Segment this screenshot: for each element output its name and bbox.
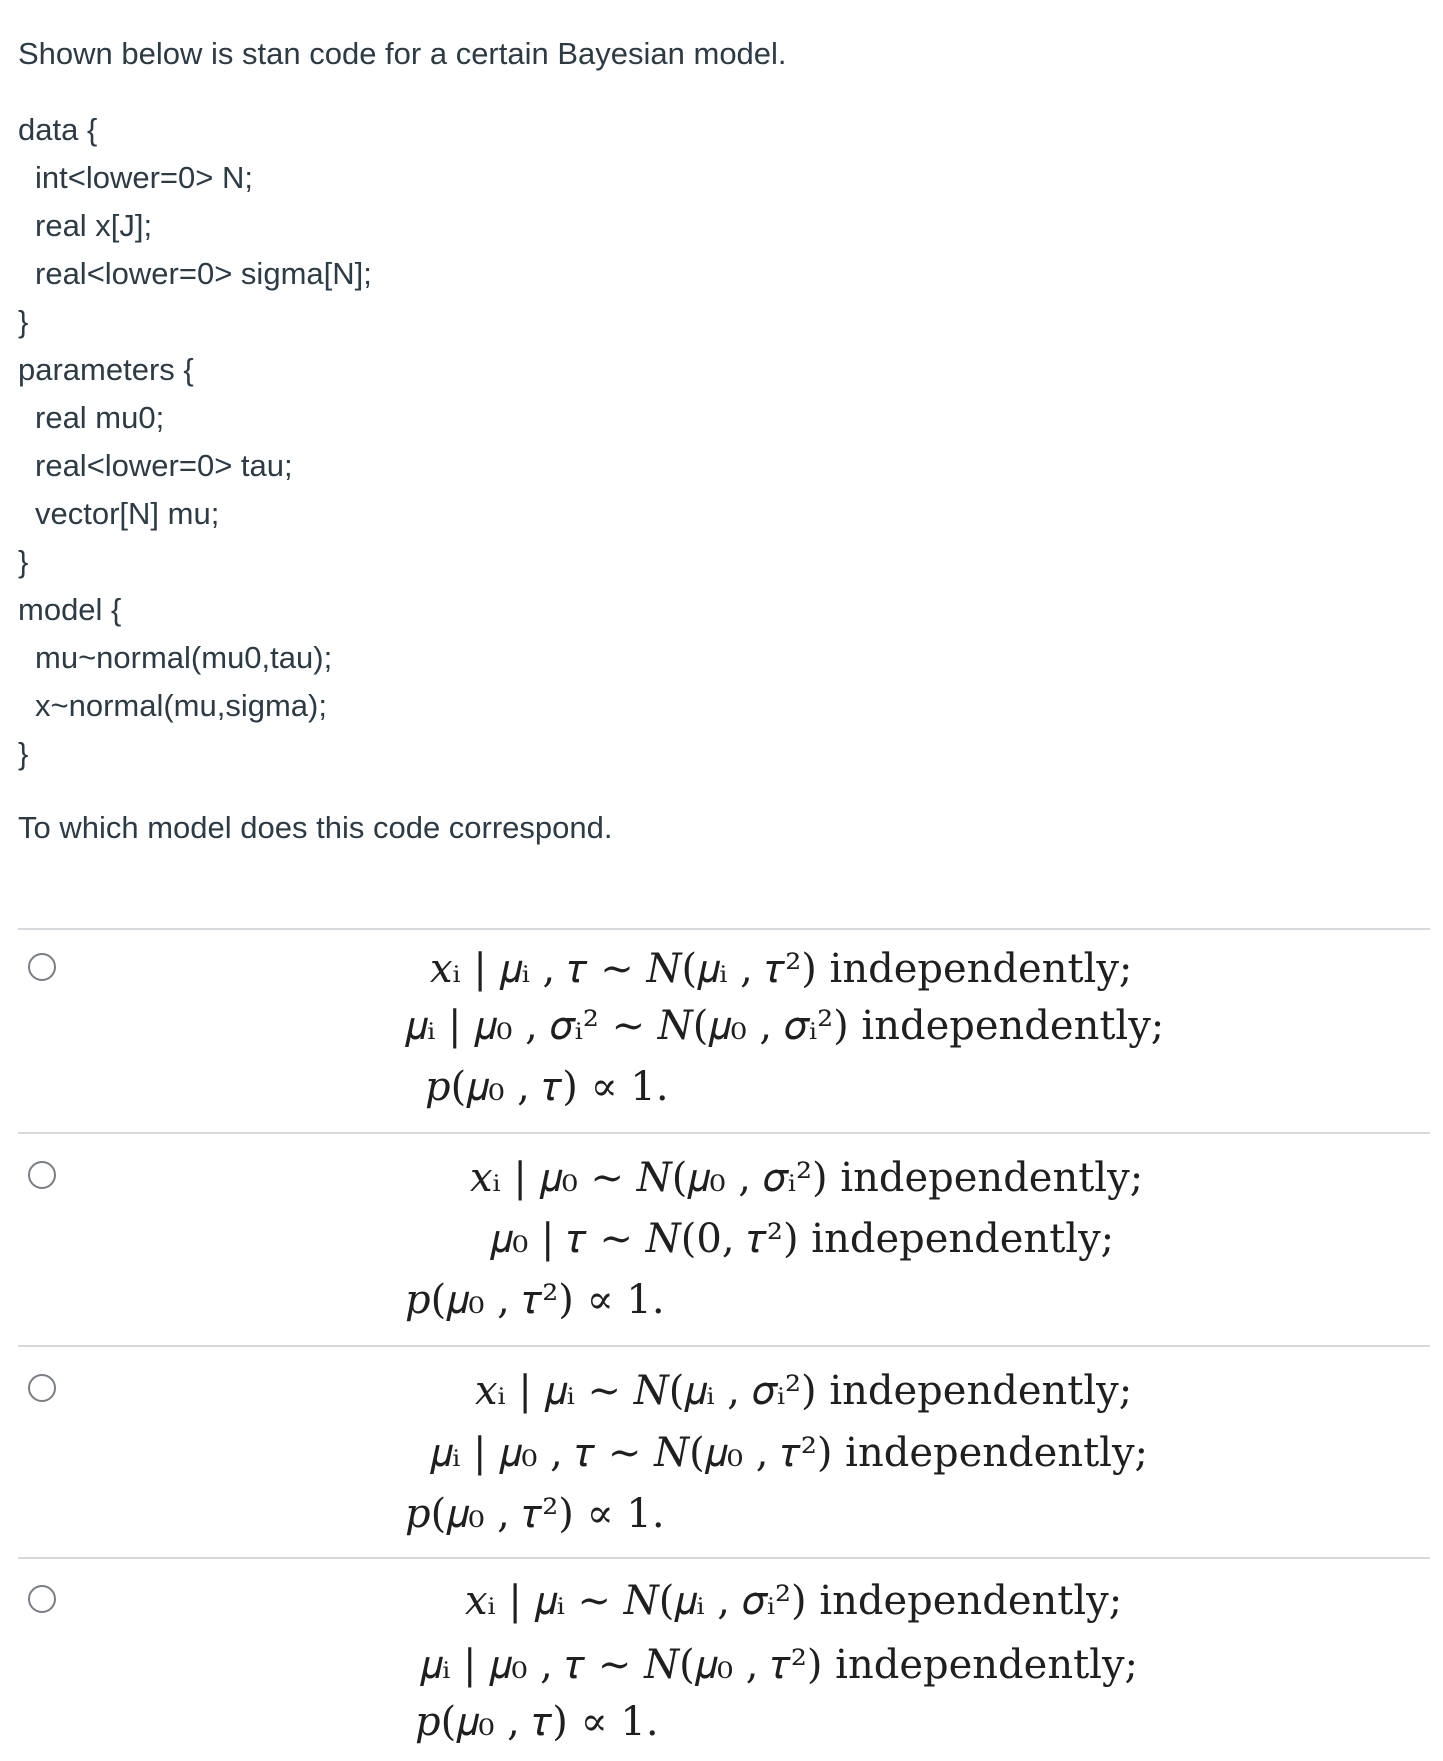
option-1-equation-line-3: 𝑝(𝜇₀ , 𝜏) ∝ 1.: [425, 1064, 669, 1110]
code-line: real<lower=0> sigma[N];: [35, 256, 372, 291]
code-line: parameters {: [18, 352, 194, 387]
option-4-equation-line-1: 𝑥ᵢ | 𝜇ᵢ ∼ 𝑁(𝜇ᵢ , 𝜎ᵢ²) independently;: [465, 1578, 1123, 1624]
radio-button[interactable]: [28, 1161, 56, 1189]
intro-text: Shown below is stan code for a certain Bayesian model.: [18, 36, 787, 71]
option-1-equation-line-1: 𝑥ᵢ | 𝜇ᵢ , 𝜏 ∼ 𝑁(𝜇ᵢ , 𝜏²) independently;: [430, 946, 1133, 992]
divider: [18, 1557, 1430, 1559]
option-2-equation-line-3: 𝑝(𝜇₀ , 𝜏²) ∝ 1.: [405, 1277, 665, 1323]
option-1-equation-line-2: 𝜇ᵢ | 𝜇₀ , 𝜎ᵢ² ∼ 𝑁(𝜇₀ , 𝜎ᵢ²) independently;: [405, 1003, 1165, 1049]
code-line: vector[N] mu;: [35, 496, 220, 531]
code-line: }: [18, 304, 29, 339]
code-line: real mu0;: [35, 400, 165, 435]
question-text: To which model does this code correspond.: [18, 810, 613, 845]
option-3-equation-line-1: 𝑥ᵢ | 𝜇ᵢ ∼ 𝑁(𝜇ᵢ , 𝜎ᵢ²) independently;: [475, 1368, 1133, 1414]
radio-button[interactable]: [28, 1585, 56, 1613]
option-4-equation-line-3: 𝑝(𝜇₀ , 𝜏) ∝ 1.: [415, 1699, 659, 1745]
option-3-equation-line-2: 𝜇ᵢ | 𝜇₀ , 𝜏 ∼ 𝑁(𝜇₀ , 𝜏²) independently;: [430, 1430, 1149, 1476]
option-2-equation-line-1: 𝑥ᵢ | 𝜇₀ ∼ 𝑁(𝜇₀ , 𝜎ᵢ²) independently;: [470, 1155, 1144, 1201]
radio-button[interactable]: [28, 953, 56, 981]
code-line: model {: [18, 592, 122, 627]
code-line: }: [18, 544, 29, 579]
divider: [18, 928, 1430, 930]
divider: [18, 1345, 1430, 1347]
code-line: real x[J];: [35, 208, 153, 243]
code-line: x~normal(mu,sigma);: [35, 688, 327, 723]
option-3-equation-line-3: 𝑝(𝜇₀ , 𝜏²) ∝ 1.: [405, 1491, 665, 1537]
code-line: mu~normal(mu0,tau);: [35, 640, 333, 675]
code-line: }: [18, 736, 29, 771]
option-2-equation-line-2: 𝜇₀ | 𝜏 ∼ 𝑁(0, 𝜏²) independently;: [490, 1216, 1115, 1262]
code-line: data {: [18, 112, 98, 147]
divider: [18, 1132, 1430, 1134]
code-line: int<lower=0> N;: [35, 160, 253, 195]
option-4-equation-line-2: 𝜇ᵢ | 𝜇₀ , 𝜏 ∼ 𝑁(𝜇₀ , 𝜏²) independently;: [420, 1642, 1139, 1688]
radio-button[interactable]: [28, 1374, 56, 1402]
code-line: real<lower=0> tau;: [35, 448, 293, 483]
